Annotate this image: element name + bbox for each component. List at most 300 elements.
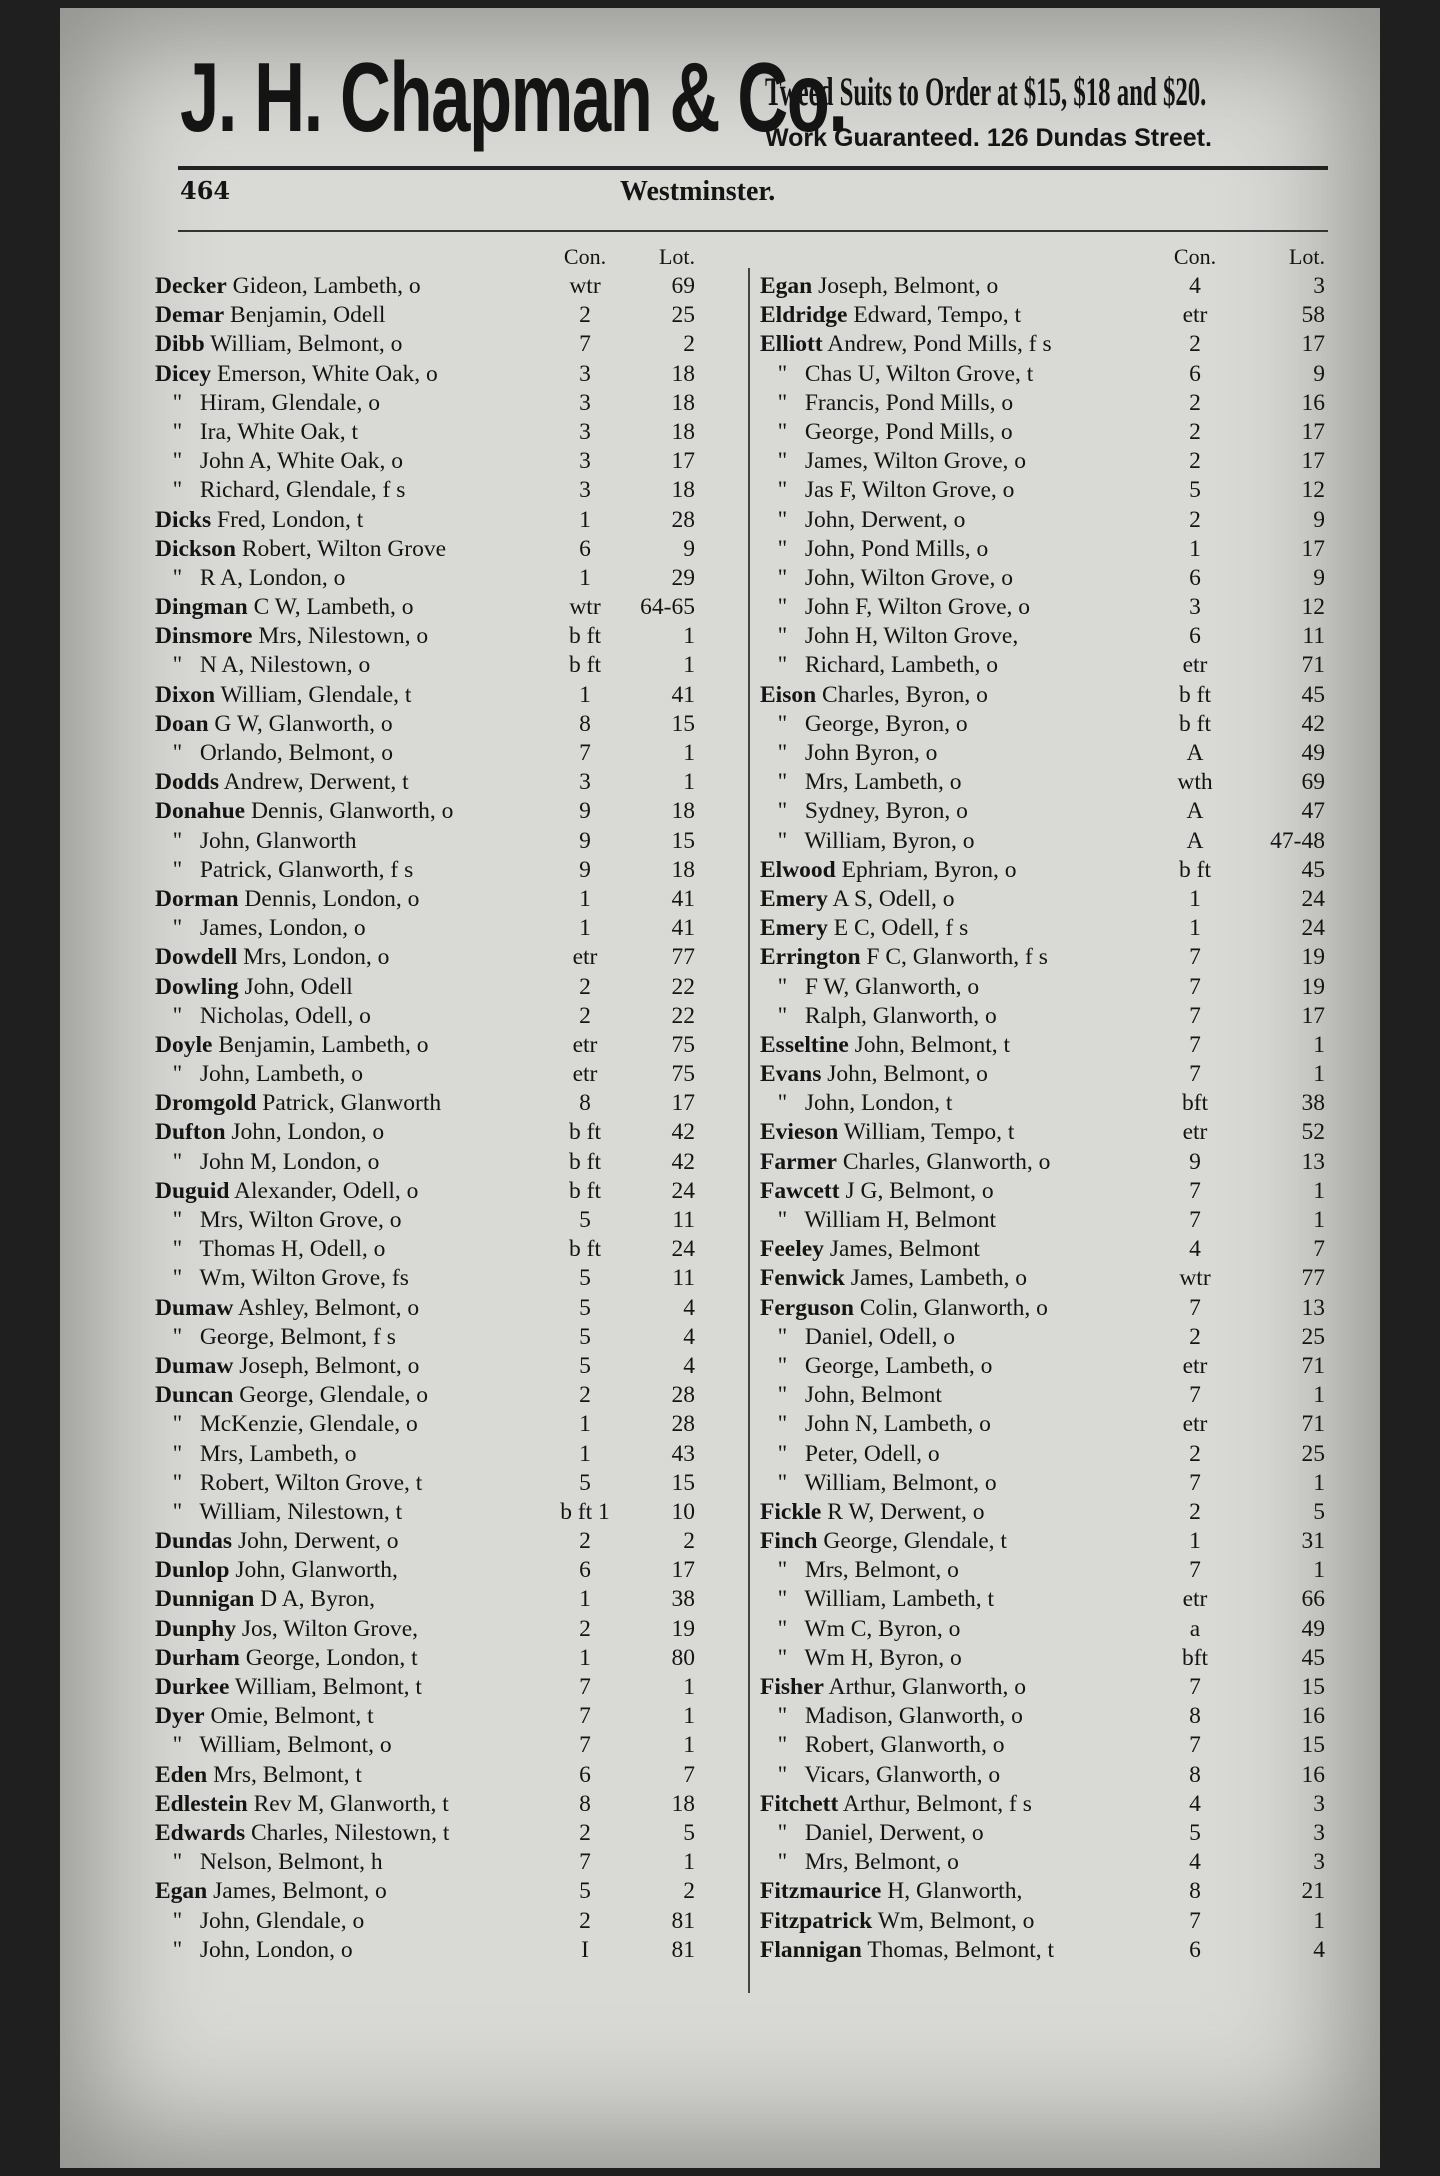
directory-entry	[155, 389, 740, 418]
directory-entry	[760, 1556, 1335, 1585]
entry-details: " R A, London, o	[155, 564, 346, 591]
entry-con: 7	[1189, 1031, 1201, 1058]
entry-lot: 10	[671, 1498, 695, 1525]
entry-con: b ft	[569, 652, 601, 679]
entry-details: Fred, London, t	[211, 506, 364, 533]
directory-entry	[155, 1907, 740, 1936]
entry-con: 7	[1189, 973, 1201, 1000]
entry-con: wtr	[569, 594, 601, 621]
entry-details: " Wm H, Byron, o	[760, 1644, 962, 1671]
entry-surname: Finch	[760, 1528, 818, 1555]
entry-name	[155, 1731, 392, 1760]
entry-lot: 4	[1313, 1936, 1325, 1963]
directory-entry	[760, 856, 1335, 885]
entry-con: A	[1186, 798, 1204, 825]
entry-lot: 66	[1301, 1586, 1325, 1613]
entry-name	[155, 768, 409, 797]
entry-con: b ft	[569, 1119, 601, 1146]
entry-lot: 2	[683, 1878, 695, 1905]
entry-name	[760, 1731, 1005, 1760]
entry-con: 5	[1189, 1819, 1201, 1846]
directory-entry	[155, 1410, 740, 1439]
advertisement-banner	[180, 42, 1330, 158]
entry-name	[760, 885, 955, 914]
entry-con: 6	[1189, 623, 1201, 650]
entry-lot: 1	[1313, 1207, 1325, 1233]
directory-entry	[155, 1644, 740, 1673]
entry-con: 7	[579, 331, 591, 358]
entry-con: etr	[572, 944, 598, 971]
entry-lot: 38	[1301, 1090, 1325, 1117]
entry-con: 9	[579, 798, 591, 825]
entry-surname: Duguid	[155, 1177, 230, 1204]
entry-lot: 28	[671, 1382, 695, 1409]
entry-lot: 18	[671, 477, 695, 504]
entry-lot: 11	[672, 1207, 695, 1233]
entry-lot: 17	[671, 1557, 695, 1584]
entry-surname: Evieson	[760, 1119, 839, 1146]
entry-lot: 18	[671, 1790, 695, 1817]
entry-con: etr	[572, 1061, 598, 1088]
entry-name	[760, 1907, 1034, 1936]
entry-con: 2	[1189, 506, 1201, 533]
directory-entry	[760, 739, 1335, 768]
entry-surname: Fitzmaurice	[760, 1878, 882, 1905]
entry-name	[155, 827, 357, 856]
entry-surname: Durham	[155, 1644, 240, 1671]
entry-con: 1	[1189, 885, 1201, 912]
directory-entry	[155, 768, 740, 797]
directory-entry	[155, 360, 740, 389]
entry-lot: 1	[1313, 1557, 1325, 1584]
directory-entry	[155, 651, 740, 680]
entry-lot: 71	[1301, 652, 1325, 679]
entry-name	[155, 1527, 399, 1556]
entry-surname: Flannigan	[760, 1936, 862, 1963]
entry-lot: 17	[1301, 1002, 1325, 1029]
entry-lot: 5	[683, 1819, 695, 1846]
entry-lot: 25	[1301, 1323, 1325, 1350]
entry-name	[155, 389, 380, 418]
directory-entry	[155, 1002, 740, 1031]
entry-lot: 49	[1301, 740, 1325, 766]
entry-con: 3	[579, 448, 591, 475]
entry-name	[155, 330, 402, 359]
entry-lot: 17	[671, 448, 695, 475]
entry-name	[155, 914, 366, 943]
entry-name	[760, 1702, 1023, 1731]
entry-details: C W, Lambeth, o	[247, 594, 414, 621]
entry-details: " Robert, Wilton Grove, t	[155, 1469, 423, 1496]
entry-con: 8	[579, 710, 591, 737]
entry-details: William, Tempo, t	[838, 1119, 1015, 1146]
entry-con: b ft	[1179, 856, 1211, 883]
entry-name	[760, 1235, 980, 1264]
entry-lot: 11	[1302, 623, 1325, 650]
entry-surname: Evans	[760, 1061, 822, 1088]
directory-entry	[760, 1673, 1335, 1702]
entry-name	[760, 1206, 996, 1235]
entry-surname: Fawcett	[760, 1177, 840, 1204]
entry-details: George, Glendale, o	[233, 1382, 429, 1409]
entry-details: Omie, Belmont, t	[204, 1703, 374, 1730]
entry-con: 7	[1189, 1469, 1201, 1496]
entry-name	[760, 418, 1013, 447]
entry-name	[155, 1235, 385, 1264]
entry-con: 1	[579, 1586, 591, 1613]
directory-entry	[760, 1323, 1335, 1352]
entry-con: etr	[1182, 1411, 1208, 1438]
entry-surname: Fitchett	[760, 1790, 839, 1817]
entry-con: 6	[1189, 1936, 1201, 1963]
entry-name	[155, 1877, 387, 1906]
directory-entry	[155, 418, 740, 447]
entry-surname: Elwood	[760, 856, 836, 883]
entry-surname: Dibb	[155, 331, 205, 358]
entry-details: John, Belmont, o	[821, 1061, 988, 1088]
lot-header: Lot.	[658, 244, 695, 269]
entry-details: " Richard, Lambeth, o	[760, 652, 999, 679]
entry-details: " Mrs, Wilton Grove, o	[155, 1207, 402, 1233]
entry-details: " McKenzie, Glendale, o	[155, 1411, 418, 1438]
directory-entry	[760, 1264, 1335, 1293]
entry-lot: 80	[671, 1644, 695, 1671]
entry-lot: 15	[1301, 1674, 1325, 1700]
entry-name	[760, 1410, 991, 1439]
entry-surname: Doyle	[155, 1031, 213, 1058]
entry-details: " Vicars, Glanworth, o	[760, 1761, 1001, 1788]
entry-name	[155, 506, 363, 535]
entry-surname: Emery	[760, 885, 828, 912]
entry-lot: 1	[683, 769, 695, 796]
entry-lot: 25	[671, 302, 695, 329]
entry-con: 9	[579, 856, 591, 883]
entry-lot: 11	[672, 1265, 695, 1292]
entry-name	[760, 1294, 1048, 1323]
entry-details: Dennis, Glanworth, o	[245, 798, 454, 825]
entry-con: 7	[579, 1674, 591, 1700]
entry-name	[760, 1790, 1032, 1819]
entry-name	[760, 301, 1021, 330]
entry-name	[155, 1118, 384, 1147]
entry-details: " Ira, White Oak, t	[155, 418, 358, 445]
entry-lot: 17	[1301, 448, 1325, 475]
directory-page	[60, 8, 1380, 2168]
con-header: Con.	[563, 244, 607, 269]
entry-name	[760, 476, 1014, 505]
entry-lot: 1	[683, 623, 695, 650]
entry-con: 1	[579, 564, 591, 591]
directory-entry	[760, 1585, 1335, 1614]
directory-entry	[760, 1002, 1335, 1031]
entry-details: Gideon, Lambeth, o	[226, 273, 421, 299]
entry-details: Arthur, Glanworth, o	[823, 1674, 1027, 1700]
entry-details: " Richard, Glendale, f s	[155, 477, 406, 504]
entry-lot: 41	[671, 915, 695, 942]
entry-name	[760, 914, 968, 943]
entry-con: 4	[1189, 1849, 1201, 1876]
entry-surname: Dyer	[155, 1703, 205, 1730]
entry-name	[760, 1936, 1054, 1965]
entry-details: John, Odell	[238, 973, 353, 1000]
entry-name	[155, 1206, 401, 1235]
entry-lot: 18	[671, 798, 695, 825]
entry-lot: 75	[671, 1031, 695, 1058]
entry-surname: Dufton	[155, 1119, 226, 1146]
entry-lot: 24	[671, 1177, 695, 1204]
entry-lot: 7	[1313, 1236, 1325, 1263]
entry-details: " Patrick, Glanworth, f s	[155, 856, 414, 883]
entry-lot: 1	[1313, 1061, 1325, 1088]
directory-entry	[760, 1790, 1335, 1819]
entry-details: " Sydney, Byron, o	[760, 798, 968, 825]
entry-lot: 43	[671, 1440, 695, 1467]
directory-entry	[760, 1294, 1335, 1323]
entry-con: 5	[579, 1207, 591, 1233]
entry-details: Arthur, Belmont, f s	[838, 1790, 1032, 1817]
entry-lot: 1	[683, 1732, 695, 1759]
entry-lot: 49	[1301, 1615, 1325, 1642]
entry-lot: 47	[1301, 798, 1325, 825]
entry-con: 1	[579, 885, 591, 912]
entry-details: " N A, Nilestown, o	[155, 652, 371, 679]
entry-con: 1	[1189, 915, 1201, 942]
entry-lot: 24	[671, 1236, 695, 1263]
entry-con: 4	[1189, 273, 1201, 299]
entry-lot: 9	[1313, 360, 1325, 387]
entry-con: 2	[579, 1907, 591, 1934]
entry-con: 2	[1189, 418, 1201, 445]
entry-surname: Doan	[155, 710, 209, 737]
entry-name	[155, 535, 446, 564]
entry-details: " Daniel, Odell, o	[760, 1323, 955, 1350]
entry-con: 7	[1189, 1907, 1201, 1934]
directory-entry	[760, 360, 1335, 389]
directory-entry	[760, 593, 1335, 622]
entry-name	[155, 1148, 379, 1177]
entry-surname: Dickson	[155, 535, 236, 562]
entry-con: 7	[579, 1732, 591, 1759]
entry-details: " William, Belmont, o	[760, 1469, 997, 1496]
entry-details: " Nelson, Belmont, h	[155, 1849, 383, 1876]
directory-entry	[155, 535, 740, 564]
page-number: 464	[180, 176, 231, 205]
directory-entry	[155, 593, 740, 622]
entry-name	[760, 1819, 984, 1848]
entry-lot: 16	[1301, 389, 1325, 416]
entry-lot: 12	[1301, 477, 1325, 504]
entry-lot: 71	[1301, 1352, 1325, 1379]
entry-con: 1	[579, 681, 591, 708]
entry-name	[760, 1148, 1050, 1177]
directory-entry	[760, 447, 1335, 476]
entry-details: D A, Byron,	[254, 1586, 376, 1613]
entry-con: 2	[579, 302, 591, 329]
left-entries	[155, 272, 740, 1965]
directory-entry	[760, 330, 1335, 359]
directory-entry	[155, 710, 740, 739]
entry-surname: Fisher	[760, 1674, 824, 1700]
entry-name	[155, 681, 411, 710]
entry-name	[760, 797, 968, 826]
entry-con: wth	[1177, 769, 1213, 796]
entry-lot: 81	[671, 1907, 695, 1934]
directory-entry	[760, 1761, 1335, 1790]
entry-name	[155, 1381, 428, 1410]
entry-surname: Dunlop	[155, 1557, 230, 1584]
entry-details: " Nicholas, Odell, o	[155, 1002, 371, 1029]
entry-lot: 45	[1301, 856, 1325, 883]
directory-entry	[760, 885, 1335, 914]
entry-lot: 77	[671, 944, 695, 971]
entry-con: b ft	[569, 1148, 601, 1175]
entry-details: Emerson, White Oak, o	[211, 360, 438, 387]
entry-lot: 19	[671, 1615, 695, 1642]
entry-name	[760, 681, 988, 710]
directory-entry	[155, 1761, 740, 1790]
directory-entry	[760, 506, 1335, 535]
entry-lot: 18	[671, 856, 695, 883]
entry-con: 7	[1189, 1557, 1201, 1584]
entry-name	[760, 1498, 985, 1527]
entry-details: " Jas F, Wilton Grove, o	[760, 477, 1015, 504]
entry-lot: 4	[683, 1352, 695, 1379]
entry-con: I	[581, 1936, 589, 1963]
entry-con: 8	[1189, 1761, 1201, 1788]
entry-details: " Mrs, Belmont, o	[760, 1557, 959, 1584]
entry-name	[760, 1352, 992, 1381]
entry-name	[760, 973, 979, 1002]
entry-details: Mrs, Nilestown, o	[252, 623, 429, 650]
entry-lot: 38	[671, 1586, 695, 1613]
entry-name	[760, 1527, 1007, 1556]
entry-surname: Duncan	[155, 1382, 234, 1409]
entry-details: Edward, Tempo, t	[847, 302, 1021, 329]
entry-name	[760, 1556, 959, 1585]
entry-con: 7	[1189, 1207, 1201, 1233]
entry-lot: 1	[683, 1703, 695, 1730]
directory-entry	[155, 943, 740, 972]
entry-details: " Thomas H, Odell, o	[155, 1236, 386, 1263]
entry-con: 3	[579, 389, 591, 416]
entry-name	[760, 1031, 1010, 1060]
entry-lot: 69	[671, 273, 695, 299]
entry-con: 3	[579, 477, 591, 504]
directory-entry	[760, 914, 1335, 943]
entry-details: " John, Lambeth, o	[155, 1061, 364, 1088]
entry-lot: 24	[1301, 915, 1325, 942]
entry-name	[760, 1323, 955, 1352]
entry-details: Ashley, Belmont, o	[233, 1294, 420, 1321]
entry-details: Thomas, Belmont, t	[861, 1936, 1055, 1963]
directory-entry	[760, 797, 1335, 826]
entry-surname: Demar	[155, 302, 225, 329]
entry-con: 3	[579, 360, 591, 387]
section-title: Westminster.	[620, 176, 776, 207]
entry-name	[760, 564, 1013, 593]
entry-details: George, Glendale, t	[817, 1528, 1007, 1555]
entry-name	[760, 827, 974, 856]
entry-name	[155, 301, 385, 330]
entry-details: " John A, White Oak, o	[155, 448, 404, 475]
entry-name	[760, 330, 1052, 359]
entry-name	[155, 1936, 353, 1965]
directory-entry	[760, 1118, 1335, 1147]
entry-lot: 1	[1313, 1382, 1325, 1409]
entry-surname: Edwards	[155, 1819, 246, 1846]
entry-details: " Francis, Pond Mills, o	[760, 389, 1014, 416]
entry-name	[155, 1323, 396, 1352]
entry-con: etr	[572, 1031, 598, 1058]
entry-details: " John, London, t	[760, 1090, 953, 1117]
entry-con: 3	[1189, 594, 1201, 621]
entry-details: G W, Glanworth, o	[208, 710, 393, 737]
entry-details: " John, Glanworth	[155, 827, 357, 854]
entry-con: b ft	[569, 623, 601, 650]
entry-surname: Dromgold	[155, 1090, 257, 1117]
directory-entry	[760, 681, 1335, 710]
left-column-header	[155, 244, 740, 272]
entry-name	[760, 535, 988, 564]
entry-lot: 15	[671, 827, 695, 854]
entry-con: 2	[579, 1615, 591, 1642]
entry-name	[155, 1585, 375, 1614]
entry-surname: Edlestein	[155, 1790, 248, 1817]
entry-surname: Eison	[760, 681, 817, 708]
entry-con: 3	[579, 769, 591, 796]
right-column-header	[760, 244, 1335, 272]
entry-con: 7	[1189, 1382, 1201, 1409]
entry-surname: Dundas	[155, 1528, 233, 1555]
directory-entry	[760, 1469, 1335, 1498]
entry-con: etr	[1182, 302, 1208, 329]
entry-name	[760, 1381, 942, 1410]
entry-con: 2	[579, 1819, 591, 1846]
directory-entry	[155, 506, 740, 535]
entry-con: 3	[579, 418, 591, 445]
entry-name	[155, 476, 405, 505]
directory-entry	[760, 1615, 1335, 1644]
directory-entry	[155, 447, 740, 476]
entry-details: " John, London, o	[155, 1936, 353, 1963]
entry-details: " John, Derwent, o	[760, 506, 966, 533]
entry-details: " F W, Glanworth, o	[760, 973, 980, 1000]
directory-entry	[760, 1848, 1335, 1877]
entry-con: 7	[1189, 1674, 1201, 1700]
entry-lot: 42	[1301, 710, 1325, 737]
entry-con: 1	[579, 1644, 591, 1671]
directory-entry	[760, 535, 1335, 564]
entry-surname: Decker	[155, 273, 227, 299]
entry-con: 8	[1189, 1878, 1201, 1905]
directory-entry	[155, 272, 740, 301]
entry-name	[155, 1848, 383, 1877]
entry-con: A	[1186, 827, 1204, 854]
entry-lot: 45	[1301, 681, 1325, 708]
entry-lot: 1	[683, 740, 695, 766]
entry-name	[155, 885, 419, 914]
entry-name	[760, 272, 998, 301]
entry-details: " John, Pond Mills, o	[760, 535, 989, 562]
entry-details: " George, Lambeth, o	[760, 1352, 993, 1379]
directory-entry	[760, 476, 1335, 505]
directory-entry	[155, 1031, 740, 1060]
entry-details: " Chas U, Wilton Grove, t	[760, 360, 1034, 387]
entry-lot: 4	[683, 1294, 695, 1321]
entry-con: 2	[1189, 1323, 1201, 1350]
entry-lot: 2	[683, 1528, 695, 1555]
directory-entry	[155, 1235, 740, 1264]
